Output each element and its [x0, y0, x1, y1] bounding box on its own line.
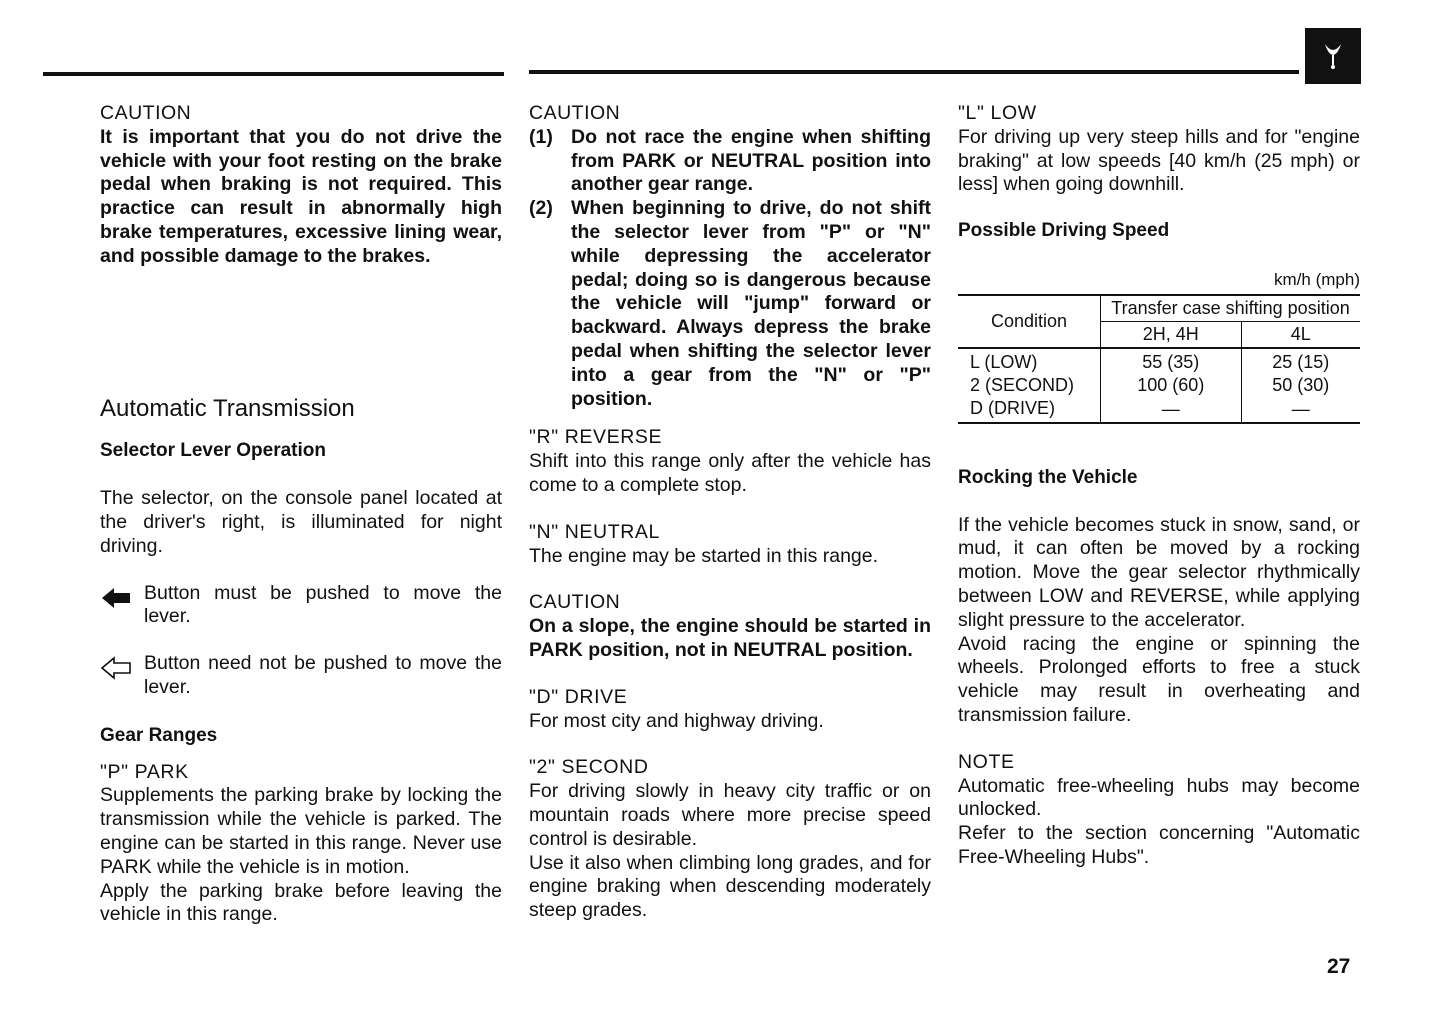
note-text: Automatic free-wheeling hubs may become unlocked. [958, 774, 1360, 821]
filled-arrow-icon [100, 582, 144, 617]
row-2h4h-value: 100 (60) [1101, 374, 1242, 397]
row-condition: 2 (SECOND) [958, 374, 1101, 397]
selector-text: The selector, on the console panel located at the driver's right, is illuminated for night driving. [100, 487, 502, 557]
caution-heading-2: CAUTION [529, 102, 621, 124]
low-title: "L" LOW [958, 102, 1037, 124]
caution-text-2: On a slope, the engine should be started in PARK position, not in NEUTRAL position. [529, 615, 931, 661]
section-tab-marker [1305, 28, 1361, 84]
section-title: Automatic Transmission [100, 394, 355, 422]
drive-text: For most city and highway driving. [529, 709, 824, 732]
note-title: NOTE [958, 750, 1015, 773]
transfer-case-header: Transfer case shifting position [1101, 295, 1361, 322]
park-text: Supplements the parking brake by locking the transmission while the vehicle is parked. The engine can be started in this range. Never use PARK while the vehicle is in motion. [100, 784, 502, 878]
col-4l-header: 4L [1241, 321, 1360, 348]
col-2h4h-header: 2H, 4H [1101, 321, 1242, 348]
row-4l-value: — [1291, 398, 1310, 419]
item-text: When beginning to drive, do not shift the selector lever from "P" or "N" while depressing the accelerator pedal; doing so is dangerous because the vehicle will "jump" forward or backward. Always depress the brake pedal when shifting the selector lever into a gear from the "N" or "P" position. [571, 197, 931, 410]
column-right [958, 102, 1360, 870]
caution-text: It is important that you do not drive the vehicle with your foot resting on the brake pedal when braking is not required. This practice can result in abnormally high brake temperatures, excessive lining wear, and possible damage to the brakes. [100, 125, 502, 267]
table-row [958, 348, 1360, 374]
column-left [100, 102, 502, 927]
item-number: (2) [529, 197, 553, 220]
row-condition: D (DRIVE) [958, 397, 1101, 423]
second-title: "2" SECOND [529, 756, 649, 779]
condition-header: Condition [958, 295, 1101, 348]
park-text-2: Apply the parking brake before leaving the vehicle in this range. [100, 879, 502, 926]
page-number: 27 [1327, 955, 1351, 978]
selector-heading: Selector Lever Operation [100, 440, 326, 462]
neutral-text: The engine may be started in this range. [529, 544, 879, 567]
gearshift-icon [1322, 40, 1344, 72]
drive-title: "D" DRIVE [529, 685, 628, 708]
table-row [958, 374, 1360, 397]
legend-filled [100, 582, 502, 630]
speed-heading: Possible Driving Speed [958, 220, 1170, 242]
caution-heading: CAUTION [100, 102, 192, 124]
row-2h4h-value: — [1101, 397, 1242, 423]
outline-arrow-icon [100, 652, 144, 687]
row-2h4h-value: 55 (35) [1101, 348, 1242, 374]
table-row [958, 397, 1360, 423]
caution-heading-3: CAUTION [529, 591, 621, 614]
second-text-2: Use it also when climbing long grades, and for engine braking when descending moderately steep grades. [529, 851, 931, 922]
gear-ranges-heading: Gear Ranges [100, 724, 218, 746]
row-4l-value: 50 (30) [1272, 374, 1330, 395]
legend-outline [100, 652, 502, 700]
speed-unit: km/h (mph) [1274, 269, 1360, 289]
row-4l-value: 25 (15) [1272, 351, 1330, 372]
top-rule-right [529, 70, 1299, 74]
reverse-title: "R" REVERSE [529, 426, 663, 449]
rocking-text: If the vehicle becomes stuck in snow, sand, or mud, it can often be moved by a rocking motion. Move the gear selector rhythmically between LOW and REVERSE, while applying slight pressure to the accelerator. [958, 513, 1360, 631]
caution-item-1 [529, 126, 931, 197]
rocking-heading: Rocking the Vehicle [958, 466, 1138, 488]
legend-outline-text: Button need not be pushed to move the lever. [144, 652, 502, 698]
caution-item-2 [529, 197, 931, 411]
park-title: "P" PARK [100, 760, 189, 783]
second-text: For driving slowly in heavy city traffic or on mountain roads where more precise speed control is desirable. [529, 780, 931, 850]
row-condition: L (LOW) [958, 348, 1101, 374]
column-middle [529, 102, 931, 923]
low-text: For driving up very steep hills and for "engine braking" at low speeds [40 km/h (25 mph) or less] when going downhill. [958, 125, 1360, 196]
note-text-2: Refer to the section concerning "Automatic Free-Wheeling Hubs". [958, 822, 1360, 868]
item-number: (1) [529, 125, 553, 148]
neutral-title: "N" NEUTRAL [529, 520, 660, 543]
rocking-text-2: Avoid racing the engine or spinning the wheels. Prolonged efforts to free a stuck vehicle may result in overheating and transmission failure. [958, 632, 1360, 726]
item-text: Do not race the engine when shifting from PARK or NEUTRAL position into another gear range. [571, 125, 931, 196]
speed-table [958, 294, 1360, 424]
reverse-text: Shift into this range only after the vehicle has come to a complete stop. [529, 450, 931, 496]
legend-filled-text: Button must be pushed to move the lever. [144, 581, 502, 628]
top-rule-left [43, 72, 504, 76]
